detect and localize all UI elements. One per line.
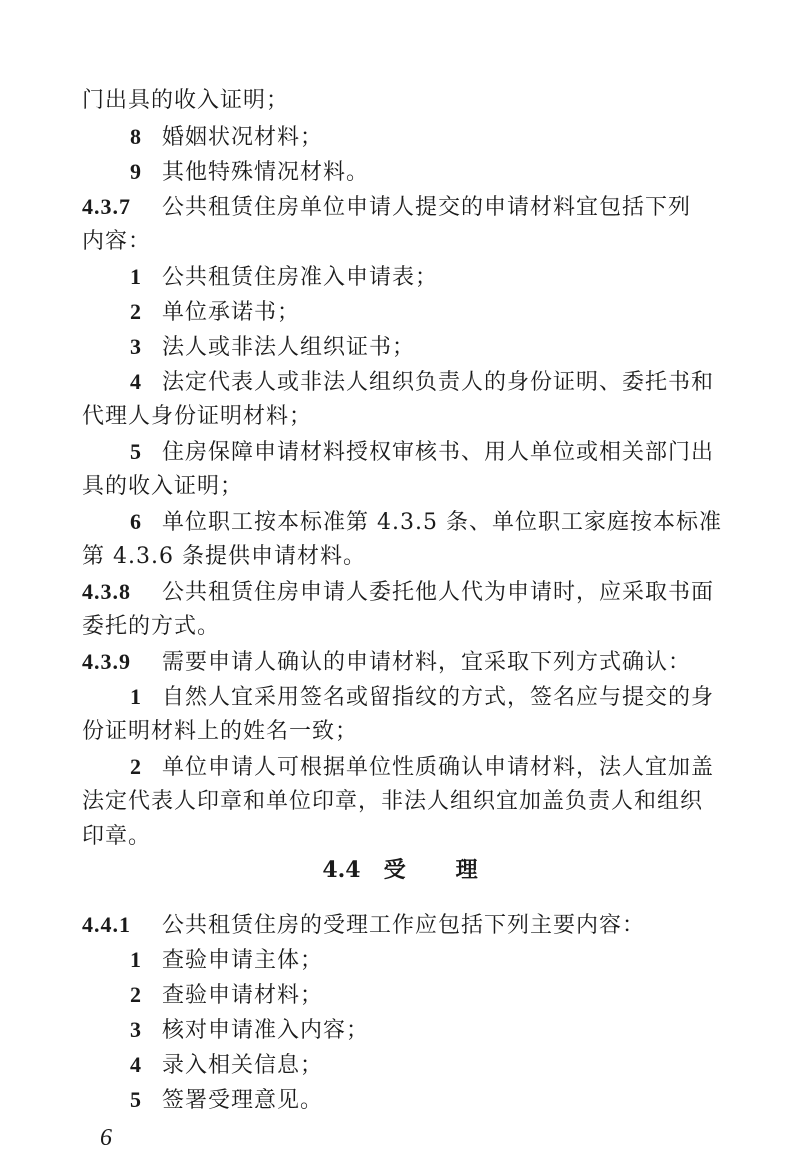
list-item: 2 查验申请材料； bbox=[130, 982, 324, 1008]
list-item: 3 核对申请准入内容； bbox=[130, 1017, 370, 1043]
clause-line: 4.4.1 公共租赁住房的受理工作应包括下列主要内容： bbox=[82, 912, 646, 938]
text-line: 内容： bbox=[82, 229, 152, 254]
text-line: 印章。 bbox=[82, 824, 152, 849]
list-item: 1 自然人宜采用签名或留指纹的方式，签名应与提交的身 bbox=[130, 684, 715, 710]
text-line: 门出具的收入证明； bbox=[82, 88, 290, 113]
text-line: 委托的方式。 bbox=[82, 614, 221, 639]
clause-line: 4.3.9 需要申请人确认的申请材料，宜采取下列方式确认： bbox=[82, 649, 692, 675]
list-item: 6 单位职工按本标准第 4.3.5 条、单位职工家庭按本标准 bbox=[130, 509, 722, 535]
text-line: 第 4.3.6 条提供申请材料。 bbox=[82, 544, 366, 569]
list-item: 4 录入相关信息； bbox=[130, 1052, 324, 1078]
page-number: 6 bbox=[100, 1125, 112, 1151]
clause-line: 4.3.8 公共租赁住房申请人委托他人代为申请时，应采取书面 bbox=[82, 579, 715, 605]
section-heading: 4.4 受 理 bbox=[322, 857, 478, 883]
list-item: 5 签署受理意见。 bbox=[130, 1087, 324, 1113]
text-line: 份证明材料上的姓名一致； bbox=[82, 719, 359, 744]
list-item: 1 公共租赁住房准入申请表； bbox=[130, 264, 439, 290]
list-item: 4 法定代表人或非法人组织负责人的身份证明、委托书和 bbox=[130, 369, 715, 395]
list-item: 3 法人或非法人组织证书； bbox=[130, 334, 416, 360]
clause-line: 4.3.7 公共租赁住房单位申请人提交的申请材料宜包括下列 bbox=[82, 194, 692, 220]
list-item: 2 单位承诺书； bbox=[130, 299, 301, 325]
list-item: 9 其他特殊情况材料。 bbox=[130, 159, 370, 185]
text-line: 法定代表人印章和单位印章，非法人组织宜加盖负责人和组织 bbox=[82, 789, 704, 814]
text-line: 代理人身份证明材料； bbox=[82, 404, 313, 429]
list-item: 5 住房保障申请材料授权审核书、用人单位或相关部门出 bbox=[130, 439, 715, 465]
list-item: 2 单位申请人可根据单位性质确认申请材料，法人宜加盖 bbox=[130, 754, 715, 780]
list-item: 1 查验申请主体； bbox=[130, 947, 324, 973]
text-line: 具的收入证明； bbox=[82, 474, 244, 499]
list-item: 8 婚姻状况材料； bbox=[130, 124, 324, 150]
